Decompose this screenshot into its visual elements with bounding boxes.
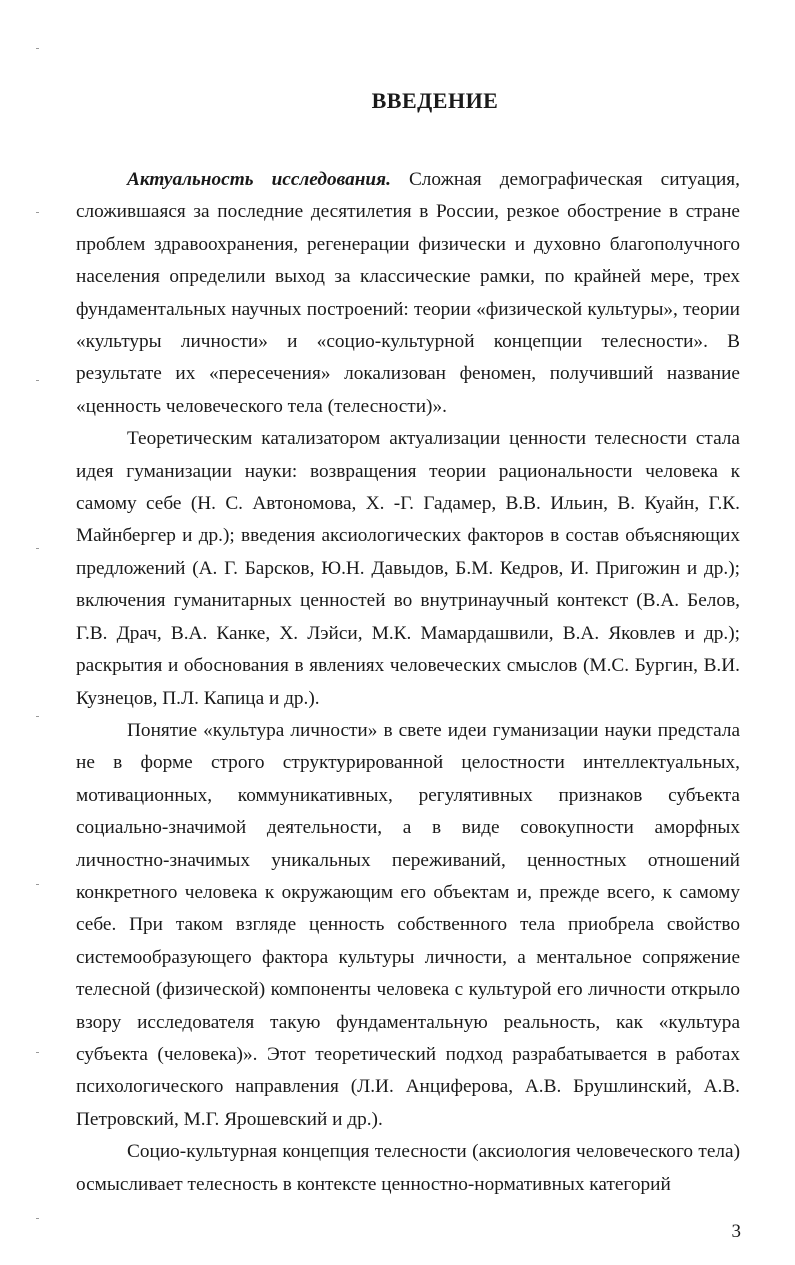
- scan-mark: [36, 1218, 39, 1219]
- paragraph-text: Понятие «культура личности» в свете идеи гуманизации науки предстала не в форме строго структурированной целостности интеллектуальных, мотивационных, коммуникативных, регулятивных признаков субъекта социально-значимой деятельности, а в виде совокупности аморфных личностно-значимых уникальных переживаний, ценностных отношений конкретного человека к окружающим его объектам и, прежде всего, к самому себе. При таком взгляде ценность собственного тела приобрела свойство системообразующего фактора культуры личности, а ментальное сопряжение телесной (физической) компоненты человека с культурой его личности открыло взору исследователя такую фундаментальную реальность, как «культура субъекта (человека)». Этот теоретический подход разрабатывается в работах психологического направления (Л.И. Анциферова, А.В. Брушлинский, А.В. Петровский, М.Г. Ярошевский и др.).: [76, 719, 740, 1130]
- paragraph-lead: Актуальность исследования.: [127, 169, 391, 190]
- page-title: ВВЕДЕНИЕ: [371, 88, 499, 113]
- scan-mark: [36, 212, 39, 213]
- paragraph-text: Теоретическим катализатором актуализации ценности телесности стала идея гуманизации науки: возвращения теории рациональности человека к самому себе (Н. С. Автономова, Х. -Г. Гадамер, В.В. Ильин, В. Куайн, Г.К. Майнбергер и др.); введения аксиологических факторов в состав объясняющих предложений (А. Г. Барсков, Ю.Н. Давыдов, Б.М. Кедров, И. Пригожин и др.); включения гуманитарных ценностей во внутринаучный контекст (В.А. Белов, Г.В. Драч, В.А. Канке, Х. Лэйси, М.К. Мамардашвили, В.А. Яковлев и др.); раскрытия и обоснования в явлениях человеческих смыслов (М.С. Бургин, В.И. Кузнецов, П.Л. Капица и др.).: [76, 428, 740, 709]
- paragraph-text: Сложная демографическая ситуация, сложившаяся за последние десятилетия в России, резкое обострение в стране проблем здравоохранения, регенерации физически и духовно благополучного населения определили выход за классические рамки, по крайней мере, трех фундаментальных научных построений: теории «физической культуры», теории «культуры личности» и «социо-культурной концепции телесности». В результате их «пересечения» локализован феномен, получивший название «ценность человеческого тела (телесности)».: [76, 169, 740, 417]
- scan-mark: [36, 48, 39, 49]
- scan-mark: [36, 884, 39, 885]
- scan-mark: [36, 548, 39, 549]
- paragraph: [76, 164, 740, 423]
- paragraph: [76, 423, 740, 715]
- scan-mark: [36, 1052, 39, 1053]
- paragraph-text: Социо-культурная концепция телесности (аксиология человеческого тела) осмысливает телесность в контексте ценностно-нормативных категорий: [76, 1141, 740, 1195]
- scan-mark: [36, 716, 39, 717]
- scan-mark: [36, 380, 39, 381]
- paragraph: [76, 715, 740, 1136]
- body-text: [76, 164, 740, 1201]
- paragraph: [76, 1136, 740, 1201]
- page-number: 3: [731, 1221, 741, 1242]
